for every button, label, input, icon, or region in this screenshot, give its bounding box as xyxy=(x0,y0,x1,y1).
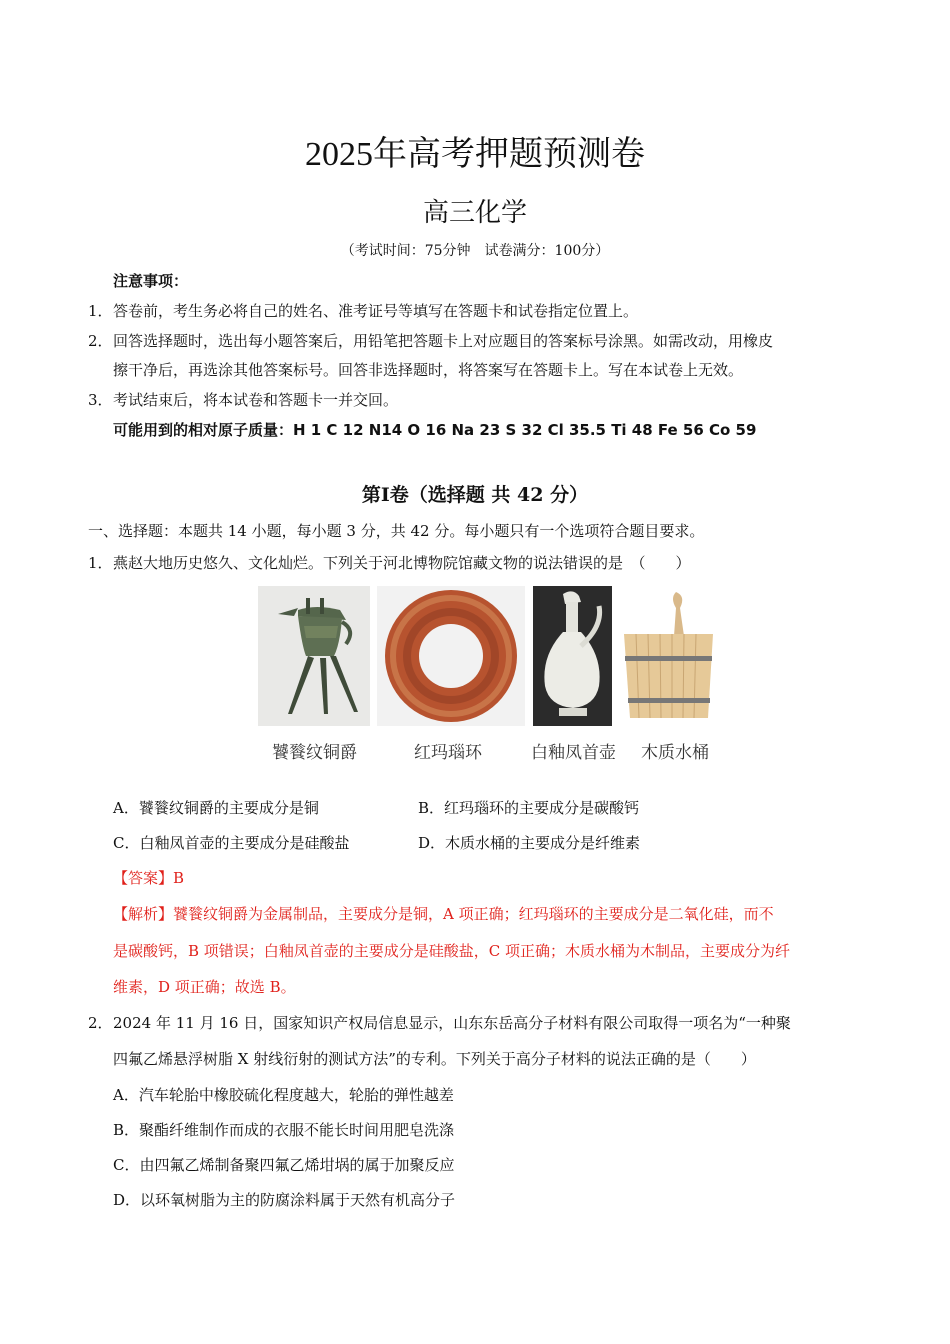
q2-stem-line-2: 四氟乙烯悬浮树脂 X 射线衍射的测试方法”的专利。下列关于高分子材料的说法正确的是（ ） xyxy=(113,1050,756,1068)
q1-option-c: C．白釉凤首壶的主要成分是硅酸盐 xyxy=(113,834,350,852)
q1-analysis-line-3: 维素，D 项正确；故选 B。 xyxy=(113,978,296,996)
agate-ring-image xyxy=(377,586,525,726)
q1-stem: 燕赵大地历史悠久、文化灿烂。下列关于河北博物院馆藏文物的说法错误的是 （ ） xyxy=(113,554,691,572)
caption-wooden-bucket: 木质水桶 xyxy=(641,743,709,763)
notes-heading: 注意事项： xyxy=(113,272,189,290)
caption-agate-ring: 红玛瑙环 xyxy=(414,743,482,763)
q1-option-a: A．饕餮纹铜爵的主要成分是铜 xyxy=(113,799,319,817)
caption-phoenix-ewer: 白釉凤首壶 xyxy=(531,743,616,763)
exam-info: （考试时间：75分钟 试卷满分：100分） xyxy=(340,243,610,259)
section-instruction: 一、选择题：本题共 14 小题，每小题 3 分，共 42 分。每小题只有一个选项符合题目要求。 xyxy=(88,522,705,540)
atomic-mass-line: 可能用到的相对原子质量：H 1 C 12 N14 O 16 Na 23 S 32 Cl 35.5 Ti 48 Fe 56 Co 59 xyxy=(113,421,757,439)
q2-number: 2． xyxy=(88,1014,113,1032)
q2-option-d: D．以环氧树脂为主的防腐涂料属于天然有机高分子 xyxy=(113,1191,456,1209)
note-1-line-1: 答卷前，考生务必将自己的姓名、准考证号等填写在答题卡和试卷指定位置上。 xyxy=(113,302,639,320)
wooden-bucket-image xyxy=(620,586,717,726)
q1-number: 1． xyxy=(88,554,113,572)
q1-option-d: D．木质水桶的主要成分是纤维素 xyxy=(418,834,641,852)
exam-title: 2025年高考押题预测卷 xyxy=(305,136,645,173)
note-2-line-2: 擦干净后，再选涂其他答案标号。回答非选择题时，将答案写在答题卡上。写在本试卷上无效。 xyxy=(113,361,744,379)
q1-analysis-line-2: 是碳酸钙，B 项错误；白釉凤首壶的主要成分是硅酸盐，C 项正确；木质水桶为木制品，主要成分为纤 xyxy=(113,942,791,960)
q2-option-c: C．由四氟乙烯制备聚四氟乙烯坩埚的属于加聚反应 xyxy=(113,1156,455,1174)
note-1-num: 1． xyxy=(88,302,113,320)
section-title: 第Ⅰ卷（选择题 共 42 分） xyxy=(361,484,589,506)
q1-analysis-line-1: 【解析】饕餮纹铜爵为金属制品，主要成分是铜，A 项正确；红玛瑙环的主要成分是二氧化硅，而不 xyxy=(113,905,774,923)
white-phoenix-ewer-image xyxy=(533,586,612,726)
note-2-line-1: 回答选择题时，选出每小题答案后，用铅笔把答题卡上对应题目的答案标号涂黑。如需改动，用橡皮 xyxy=(113,332,774,350)
q2-stem-line-1: 2024 年 11 月 16 日，国家知识产权局信息显示，山东东岳高分子材料有限公司取得一项名为“一种聚 xyxy=(113,1014,791,1032)
q1-answer: 【答案】B xyxy=(113,869,185,887)
note-3-num: 3． xyxy=(88,391,113,409)
q2-option-a: A．汽车轮胎中橡胶硫化程度越大，轮胎的弹性越差 xyxy=(113,1086,454,1104)
note-2-num: 2． xyxy=(88,332,113,350)
q1-option-b: B．红玛瑙环的主要成分是碳酸钙 xyxy=(418,799,640,817)
caption-bronze-jue: 饕餮纹铜爵 xyxy=(272,743,357,763)
note-3-line-1: 考试结束后，将本试卷和答题卡一并交回。 xyxy=(113,391,399,409)
q2-option-b: B．聚酯纤维制作而成的衣服不能长时间用肥皂洗涤 xyxy=(113,1121,455,1139)
bronze-jue-image xyxy=(258,586,370,726)
exam-subtitle: 高三化学 xyxy=(422,198,527,228)
